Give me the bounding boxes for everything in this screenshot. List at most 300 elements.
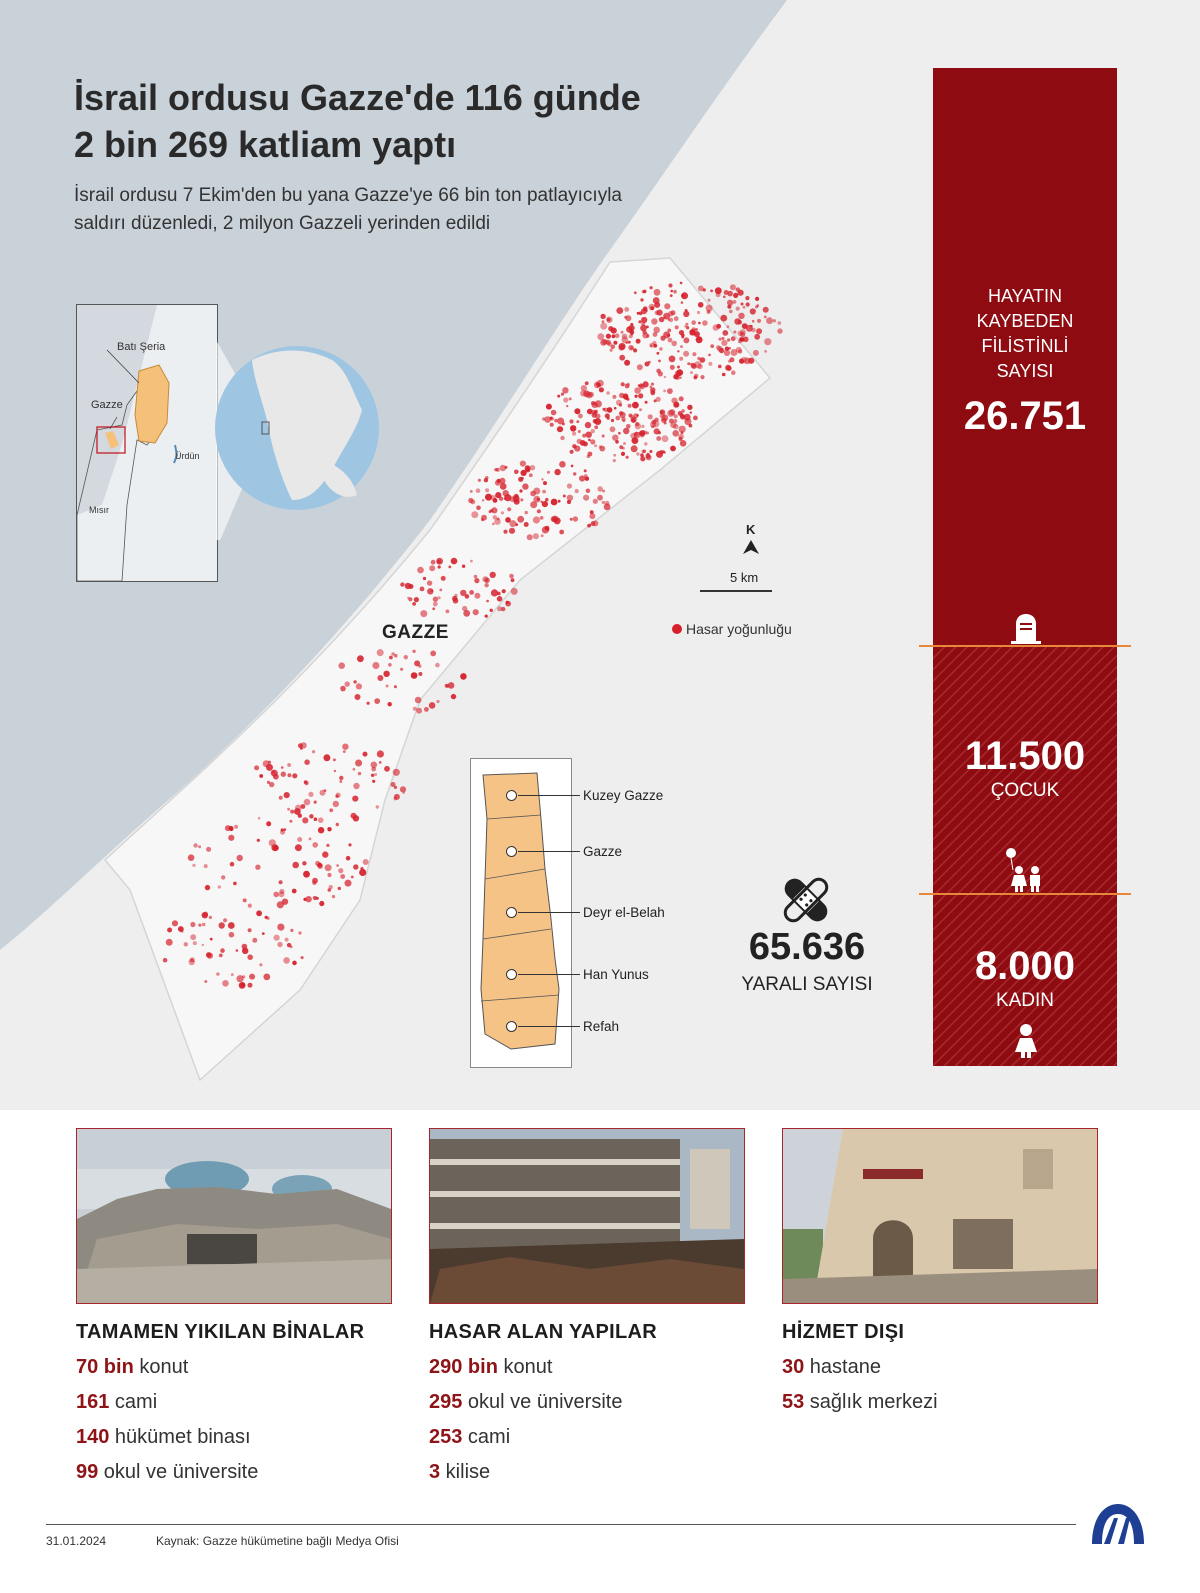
item-number: 99 [76, 1461, 99, 1483]
damage-dot [664, 376, 666, 378]
damage-dot [569, 419, 573, 423]
damage-dot [377, 675, 383, 681]
damage-dot [263, 974, 270, 981]
damaged-building-image [430, 1129, 744, 1303]
hospital-image [783, 1129, 1097, 1303]
damage-dot [541, 478, 543, 480]
footer-source: Kaynak: Gazze hükümetine bağlı Medya Ofisi [156, 1534, 399, 1548]
damage-dot [608, 326, 613, 331]
damage-dot [733, 293, 738, 298]
damage-dot [722, 330, 728, 336]
damage-dot [314, 801, 317, 804]
damage-dot [748, 358, 754, 364]
damage-dot [471, 511, 478, 518]
damage-dot [546, 528, 549, 531]
damage-dot [638, 393, 643, 398]
damage-dot [433, 597, 438, 602]
damage-dot [684, 418, 691, 425]
damage-dot [597, 333, 604, 340]
damage-dot [566, 405, 568, 407]
damage-dot [515, 523, 518, 526]
damage-dot [529, 473, 533, 477]
damage-dot [190, 934, 196, 940]
damage-dot [623, 393, 629, 399]
damage-dot [470, 490, 473, 493]
damage-dot [219, 922, 225, 928]
damage-dot [352, 796, 358, 802]
damage-dot [303, 871, 310, 878]
aa-logo [1088, 1500, 1148, 1548]
damage-dot [673, 402, 679, 408]
damage-dot [371, 774, 374, 777]
damage-dot [332, 895, 335, 898]
damage-dot [570, 518, 573, 521]
gov-marker [506, 1021, 517, 1032]
list-item [76, 1426, 406, 1461]
damage-dot [710, 290, 713, 293]
deaths-label-line: KAYBEDEN [976, 311, 1074, 331]
damage-dot [602, 339, 608, 345]
north-letter: K [746, 522, 756, 537]
damage-dot [338, 662, 345, 669]
damage-dot [345, 681, 350, 686]
damage-dot [645, 401, 648, 404]
damage-dot [745, 296, 749, 300]
damage-dot [228, 835, 234, 841]
damage-dot [643, 381, 649, 387]
list-item [76, 1391, 406, 1426]
damage-dot [478, 479, 481, 482]
damage-dot [664, 303, 670, 309]
damage-dot [258, 817, 261, 820]
damage-dot [520, 498, 523, 501]
damage-dot [571, 465, 574, 468]
damage-dot [266, 821, 271, 826]
damage-dot [346, 856, 351, 861]
damage-dot [326, 844, 329, 847]
damage-dot [563, 397, 568, 402]
damage-dot [542, 490, 546, 494]
damage-dot [287, 943, 291, 947]
damage-dot [274, 935, 280, 941]
deaths-label [933, 284, 1117, 384]
damage-dot [637, 364, 643, 370]
damage-dot [547, 471, 550, 474]
gov-label: Refah [583, 1019, 620, 1034]
damage-dot [166, 939, 173, 946]
damage-dot [641, 425, 644, 428]
damage-dot [551, 516, 557, 522]
damage-dot [460, 590, 466, 596]
damage-dot [694, 361, 701, 368]
damage-dot [255, 865, 260, 870]
list-item [76, 1356, 406, 1391]
damage-dot [708, 354, 711, 357]
damage-dot [297, 837, 302, 842]
damage-dot [690, 411, 692, 413]
damage-dot [756, 328, 762, 334]
damage-dot [485, 494, 492, 501]
damage-dot [470, 560, 473, 563]
damage-dot [533, 488, 540, 495]
damage-dot [324, 789, 327, 792]
damage-dot [612, 435, 618, 441]
damage-dot [679, 330, 684, 335]
damage-dot [497, 517, 500, 520]
damage-dot [618, 345, 624, 351]
damage-dot [734, 318, 741, 325]
damage-dot [654, 289, 661, 296]
damage-dot [198, 845, 201, 848]
injured-value: 65.636 [748, 926, 866, 968]
governorate-labels [506, 788, 706, 1038]
damage-dot [329, 885, 333, 889]
damage-dot [740, 329, 746, 335]
damage-dot [622, 334, 628, 340]
damage-dot [669, 409, 675, 415]
damage-dot [259, 963, 262, 966]
damage-dot [486, 600, 489, 603]
damage-dot [656, 436, 661, 441]
damage-dot [671, 341, 677, 347]
damage-dot [420, 610, 427, 617]
gov-leader [518, 974, 580, 975]
damage-dot [594, 382, 601, 389]
damage-dot [314, 817, 318, 821]
damage-dot [731, 336, 736, 341]
damage-dot [721, 340, 727, 346]
damage-dot [615, 416, 620, 421]
damage-dot [557, 395, 560, 398]
item-text: okul ve üniversite [462, 1391, 623, 1413]
damage-dot [561, 393, 564, 396]
damage-dot [262, 932, 265, 935]
damage-dot [662, 435, 669, 442]
damage-dot [592, 412, 597, 417]
damage-dot [754, 334, 760, 340]
damage-dot [205, 885, 210, 890]
damage-dot [619, 411, 623, 415]
damage-dot [717, 346, 723, 352]
damage-dot [290, 929, 293, 932]
damage-dot [585, 477, 589, 481]
damage-dot [490, 609, 493, 612]
women-value: 8.000 [974, 944, 1076, 988]
damage-dot [640, 298, 643, 301]
gov-label: Gazze [583, 844, 623, 859]
damage-dot [502, 589, 506, 593]
damage-dot [451, 694, 456, 699]
list-item [782, 1391, 1112, 1426]
damage-dot [371, 762, 378, 769]
damage-dot [327, 873, 331, 877]
damage-dot [524, 522, 529, 527]
damage-dot [656, 369, 661, 374]
children-label: ÇOCUK [990, 780, 1060, 801]
damage-dot [433, 602, 438, 607]
damage-dot [412, 602, 416, 606]
damage-dot [256, 910, 262, 916]
damage-dot [634, 291, 637, 294]
damage-dot [670, 290, 673, 293]
damage-dot [348, 843, 351, 846]
damage-dot [522, 483, 528, 489]
damage-dot [454, 594, 457, 597]
gov-row-1 [506, 788, 706, 806]
list-item [429, 1391, 759, 1426]
damage-dot [339, 776, 343, 780]
damage-dot [606, 334, 611, 339]
damage-dot [511, 578, 515, 582]
title-line-1: İsrail ordusu Gazze'de 116 günde [74, 77, 641, 118]
damage-dot [621, 382, 625, 386]
damage-dot [351, 876, 354, 879]
damage-dot [546, 404, 552, 410]
damage-dot [252, 938, 257, 943]
damage-dot [302, 861, 306, 865]
scale-label: 5 km [730, 570, 759, 585]
damage-dot [551, 410, 557, 416]
damage-dot [554, 469, 560, 475]
damage-dot [322, 851, 328, 857]
damage-dot [551, 499, 558, 506]
damage-dot [753, 350, 759, 356]
damage-dot [723, 296, 726, 299]
damage-dot [606, 391, 610, 395]
damage-dot [237, 975, 244, 982]
damage-dot [353, 864, 358, 869]
damage-dot [739, 337, 743, 341]
damage-dot [338, 887, 341, 890]
damage-dot [485, 488, 489, 492]
damage-dot [188, 854, 195, 861]
damage-dot [612, 334, 616, 338]
damage-dot [644, 442, 647, 445]
damage-dot [533, 516, 540, 523]
damage-dot [727, 291, 733, 297]
item-text: hastane [804, 1356, 881, 1378]
damage-dot [626, 383, 630, 387]
damage-dot [647, 453, 650, 456]
damage-dot [193, 941, 197, 945]
damage-dot [680, 413, 685, 418]
damage-dot [266, 764, 273, 771]
damage-dot [491, 507, 497, 513]
damage-dot [219, 954, 223, 958]
damage-dot [567, 500, 571, 504]
damage-dot [451, 558, 458, 565]
damage-dot [384, 766, 390, 772]
damage-dot [545, 498, 549, 502]
damage-dot [626, 456, 629, 459]
damage-dot [287, 773, 291, 777]
damage-dot [622, 419, 625, 422]
damage-dot [355, 694, 361, 700]
damage-dot [302, 817, 308, 823]
damage-dot [670, 365, 675, 370]
damage-dot [686, 326, 689, 329]
north-arrow-icon [743, 540, 759, 554]
damage-dot [738, 313, 744, 319]
damage-dot [585, 422, 591, 428]
damage-dot [649, 450, 652, 453]
damage-dot [533, 533, 539, 539]
damage-dot [505, 466, 508, 469]
damage-dot [764, 316, 767, 319]
damage-dot [476, 506, 481, 511]
subtitle-line-1: İsrail ordusu 7 Ekim'den bu yana Gazze'ye 66 bin ton patlayıcıyla [74, 185, 623, 206]
damage-dot [520, 461, 526, 467]
damage-dot [550, 423, 554, 427]
damage-dot [281, 772, 286, 777]
item-number: 295 [429, 1391, 463, 1413]
destroyed-building-image [77, 1129, 391, 1303]
damage-dot [621, 452, 625, 456]
damage-dot [284, 792, 290, 798]
item-text: hükümet binası [109, 1426, 251, 1448]
damage-dot [598, 486, 603, 491]
damage-dot [637, 312, 640, 315]
item-text: cami [109, 1391, 158, 1413]
damage-dot [273, 774, 279, 780]
damage-dot [335, 795, 338, 798]
damage-dot [423, 577, 426, 580]
damage-dot [599, 446, 605, 452]
damage-dot [271, 770, 274, 773]
damage-dot [237, 855, 243, 861]
gov-leader [518, 912, 580, 913]
damage-dot [511, 588, 518, 595]
list-item [429, 1426, 759, 1461]
damage-dot [298, 931, 301, 934]
damage-dot [766, 317, 773, 324]
damage-dot [589, 513, 595, 519]
damage-dot [404, 655, 408, 659]
damage-dot [414, 660, 420, 666]
damage-dot [448, 566, 451, 569]
damage-dot [649, 386, 652, 389]
damage-dot [613, 341, 617, 345]
damage-dot [499, 497, 503, 501]
damage-dot [229, 827, 233, 831]
damage-dot [574, 408, 580, 414]
woman-icon [1013, 1024, 1039, 1058]
divider-line-2 [919, 893, 1131, 895]
damage-dot [669, 356, 676, 363]
damage-dot [584, 469, 587, 472]
globe-locator [212, 300, 382, 540]
damage-dot [586, 432, 592, 438]
damage-dot [473, 609, 479, 615]
damage-dot [376, 805, 379, 808]
damage-dot [190, 922, 195, 927]
damage-dot [490, 572, 496, 578]
damage-dot [560, 436, 564, 440]
damage-dot [628, 404, 632, 408]
damage-dot [503, 530, 507, 534]
damage-dot [681, 409, 684, 412]
damage-dot [517, 516, 524, 523]
damage-dot [446, 610, 450, 614]
damage-dot [730, 284, 736, 290]
damage-dot [764, 350, 767, 353]
damage-dot [562, 423, 565, 426]
damage-dot [495, 480, 501, 486]
damage-dot [757, 319, 761, 323]
damage-dot [462, 565, 465, 568]
damage-dot [292, 889, 297, 894]
damage-dot [626, 342, 628, 344]
scale-bar [700, 590, 772, 592]
damage-dot [593, 499, 598, 504]
damage-dot [249, 974, 255, 980]
damage-dot [633, 413, 638, 418]
damage-dot [503, 490, 509, 496]
damage-dot [345, 880, 352, 887]
damage-dot [663, 415, 666, 418]
list-item [76, 1461, 406, 1496]
damage-dot [656, 397, 661, 402]
damage-dot [683, 337, 689, 343]
damage-dot [587, 524, 591, 528]
gov-label: Deyr el-Belah [583, 905, 665, 920]
damage-dot [580, 390, 586, 396]
damage-dot [372, 662, 379, 669]
damage-dot [648, 414, 653, 419]
damage-dot [494, 468, 497, 471]
damage-dot [358, 772, 361, 775]
damage-dot [725, 365, 731, 371]
damage-dot [265, 916, 268, 919]
damage-dot [429, 702, 436, 709]
damage-dot [669, 419, 674, 424]
damage-dot [719, 338, 722, 341]
damage-dot [525, 511, 528, 514]
gov-label: Kuzey Gazze [583, 788, 664, 803]
damage-dot [727, 300, 733, 306]
damage-dot [623, 442, 626, 445]
damage-dot [697, 357, 700, 360]
legend-label: Hasar yoğunluğu [686, 621, 792, 637]
damage-dot [653, 327, 660, 334]
damage-dot [663, 390, 666, 393]
damage-dot [591, 521, 596, 526]
damage-dot [659, 347, 663, 351]
damage-dot [667, 388, 673, 394]
damage-dot [572, 432, 576, 436]
damage-dot [616, 307, 623, 314]
damage-dot [432, 607, 435, 610]
damage-dot [453, 598, 459, 604]
damage-dot [683, 351, 689, 357]
damage-dot [377, 649, 384, 656]
damage-dot [708, 299, 711, 302]
gov-row-4 [506, 967, 706, 985]
damage-dot [436, 700, 439, 703]
damage-dot [639, 408, 642, 411]
damage-dot [629, 334, 633, 338]
damage-dot [482, 499, 485, 502]
damage-dot [750, 308, 756, 314]
damage-dot [206, 847, 211, 852]
damage-dot [417, 567, 424, 574]
damage-dot [739, 359, 744, 364]
damage-dot [716, 324, 721, 329]
gov-marker [506, 969, 517, 980]
item-number: 290 bin [429, 1356, 498, 1378]
damage-dot [636, 452, 639, 455]
damage-dot [239, 982, 246, 989]
